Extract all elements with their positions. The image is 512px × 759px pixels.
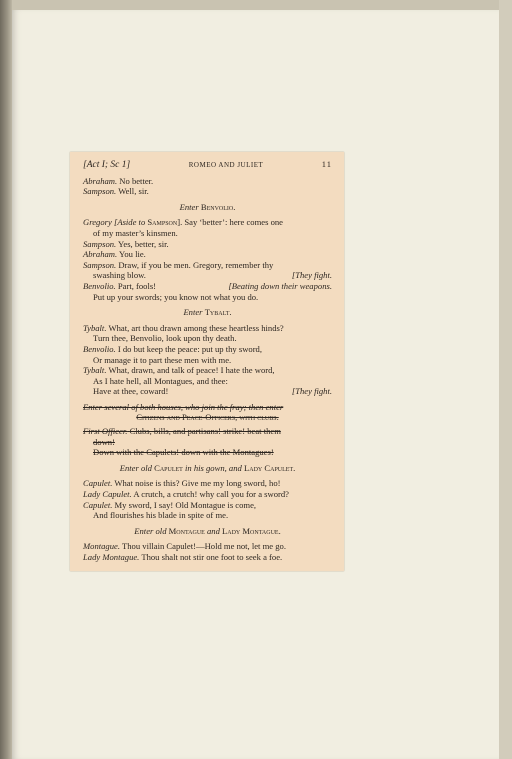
stage-direction: Enter Benvolio.: [179, 201, 236, 212]
act-scene-label: [Act I; Sc 1]: [83, 160, 131, 170]
dialogue-line: Montague. Thou villain Capulet!—Hold me not, let me go.: [83, 541, 286, 552]
dialogue-line: Lady Capulet. A crutch, a crutch! why call you for a sword?: [83, 489, 289, 500]
dialogue-continuation: swashing blow. [They fight.: [93, 270, 332, 281]
dialogue-line: Gregory [Aside to Sampson]. Say ‘better’: here comes one: [83, 217, 283, 228]
speech: Well, sir.: [118, 186, 149, 197]
stage-direction: Enter Tybalt.: [183, 307, 232, 318]
clipping-header: [83, 159, 332, 171]
struck-stage-direction: Citizens and Peace-Officers, with clubs.: [136, 412, 279, 423]
struck-dialogue-line: First Officer. Clubs, bills, and partisans! strike! beat them: [83, 426, 281, 437]
dialogue-line: Capulet. My sword, I say! Old Montague is come,: [83, 499, 257, 510]
speaker: Abraham.: [83, 175, 118, 186]
dialogue-line: [83, 176, 332, 187]
book-spine: [0, 0, 12, 759]
page-edge: [499, 0, 512, 759]
speaker: Sampson.: [83, 186, 117, 197]
dialogue-line: [83, 186, 332, 197]
dialogue-continuation: Put up your swords; you know not what you do.: [93, 291, 259, 302]
dialogue-line: Benvolio. Part, fools! [Beating down their weapons.: [83, 280, 332, 291]
dialogue-line: Capulet. What noise is this? Give me my long sword, ho!: [83, 478, 281, 489]
dialogue-continuation: Turn thee, Benvolio, look upon thy death.: [93, 333, 237, 344]
running-title: ROMEO AND JULIET: [188, 161, 264, 169]
dialogue-line: Abraham. You lie.: [83, 249, 146, 260]
dialogue-line: Benvolio. I do but keep the peace: put up thy sword,: [83, 343, 263, 354]
struck-stage-direction: Enter several of both houses, who join the fray; then enter: [83, 401, 284, 412]
dialogue-line: Lady Montague. Thou shalt not stir one foot to seek a foe.: [83, 552, 283, 562]
text-clipping: [70, 152, 344, 571]
dialogue-continuation: Have at thee, coward! [They fight.: [93, 386, 332, 397]
dialogue-continuation: Or manage it to part these men with me.: [93, 354, 232, 365]
stage-direction: Enter old Montague and Lady Montague.: [134, 525, 281, 536]
dialogue-line: Tybalt. What, art thou drawn among these heartless hinds?: [83, 322, 284, 333]
struck-dialogue-line: Down with the Capulets! down with the Montagues!: [93, 447, 274, 458]
speech: No better.: [119, 175, 154, 186]
dialogue-continuation: of my master’s kinsmen.: [93, 227, 178, 238]
page-number: 11: [321, 159, 332, 169]
dialogue-line: Sampson. Yes, better, sir.: [83, 238, 169, 249]
dialogue-continuation: And flourishes his blade in spite of me.: [93, 510, 229, 521]
stage-direction: Enter old Capulet in his gown, and Lady Capulet.: [119, 462, 296, 473]
dialogue-line: Sampson. Draw, if you be men. Gregory, remember thy: [83, 259, 274, 270]
struck-dialogue-continuation: down!: [93, 436, 115, 447]
dialogue-continuation: As I hate hell, all Montagues, and thee:: [93, 375, 228, 386]
dialogue-line: Tybalt. What, drawn, and talk of peace! I hate the word,: [83, 365, 275, 376]
